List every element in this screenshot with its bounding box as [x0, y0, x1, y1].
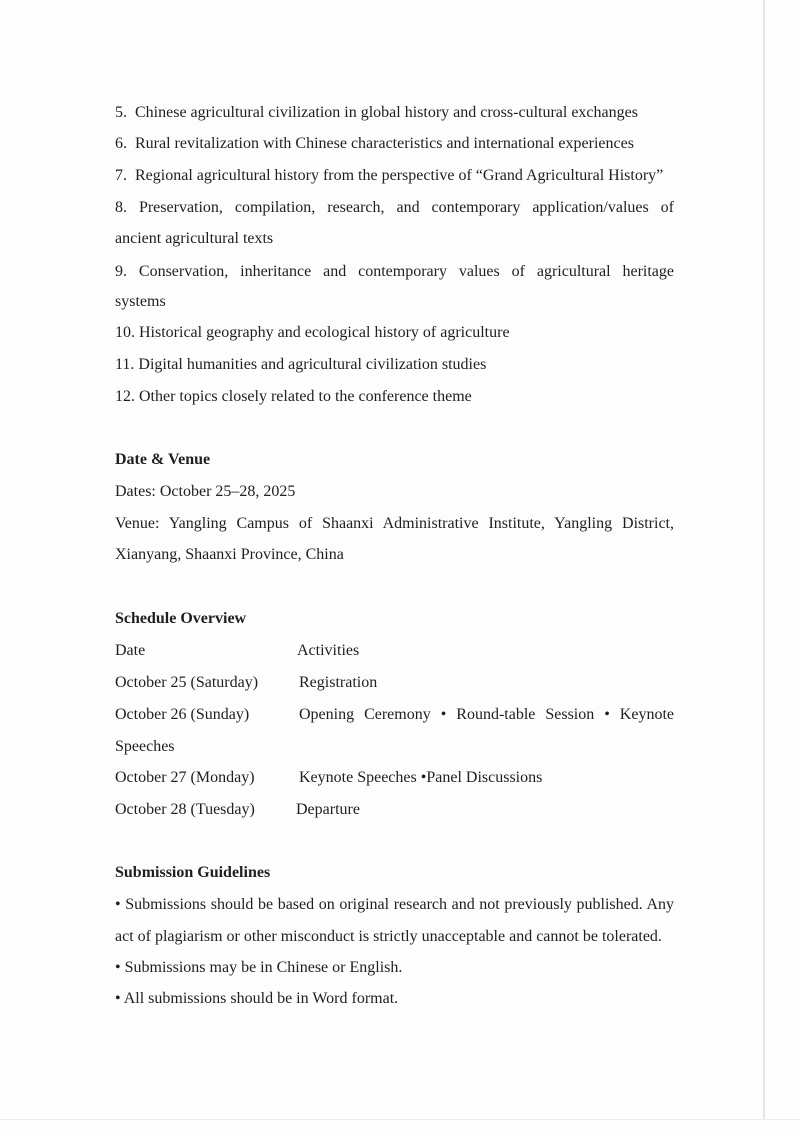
schedule-activities: Keynote Speeches •Panel Discussions: [299, 769, 543, 786]
schedule-heading: Schedule Overview: [115, 610, 247, 627]
schedule-row-continued: Speeches: [115, 738, 175, 755]
schedule-date: October 28 (Tuesday): [115, 801, 255, 818]
dates-text: Dates: October 25–28, 2025: [115, 483, 296, 500]
schedule-header-date: Date: [115, 642, 146, 659]
schedule-activities: Departure: [296, 801, 360, 818]
submission-heading: Submission Guidelines: [115, 864, 271, 881]
topic-item-8-continued: ancient agricultural texts: [115, 230, 274, 247]
schedule-date: October 27 (Monday): [115, 769, 255, 786]
submission-item-continued: act of plagiarism or other misconduct is strictly unacceptable and cannot be tolerated.: [115, 928, 662, 945]
page-edge-vertical: [763, 0, 765, 1120]
schedule-date: October 26 (Sunday): [115, 706, 250, 723]
schedule-header-activities: Activities: [297, 642, 360, 659]
submission-item: • Submissions should be based on original research and not previously published. Any: [115, 896, 674, 913]
date-venue-heading: Date & Venue: [115, 451, 211, 468]
topic-item-7: 7. Regional agricultural history from the perspective of “Grand Agricultural History”: [115, 167, 664, 184]
topic-item-5: 5. Chinese agricultural civilization in global history and cross-cultural exchanges: [115, 104, 638, 121]
topic-item-10: 10. Historical geography and ecological history of agriculture: [115, 324, 510, 341]
topic-item-11: 11. Digital humanities and agricultural civilization studies: [115, 356, 487, 373]
submission-item: • Submissions may be in Chinese or English.: [115, 959, 403, 976]
venue-text: Venue: Yangling Campus of Shaanxi Administrative Institute, Yangling District,: [115, 515, 674, 532]
topic-item-8: 8. Preservation, compilation, research, and contemporary application/values of: [115, 199, 675, 216]
submission-item: • All submissions should be in Word format.: [115, 990, 399, 1007]
schedule-date: October 25 (Saturday): [115, 674, 259, 691]
page-edge-horizontal: [0, 1119, 800, 1120]
topic-item-6: 6. Rural revitalization with Chinese characteristics and international experiences: [115, 135, 634, 152]
schedule-activities: Registration: [299, 674, 378, 691]
topic-item-9: 9. Conservation, inheritance and contemporary values of agricultural heritage: [115, 263, 675, 280]
schedule-activities: Opening Ceremony • Round-table Session • Keynote: [299, 706, 674, 723]
venue-text-continued: Xianyang, Shaanxi Province, China: [115, 546, 344, 563]
topic-item-12: 12. Other topics closely related to the conference theme: [115, 388, 472, 405]
topic-item-9-continued: systems: [115, 293, 166, 310]
